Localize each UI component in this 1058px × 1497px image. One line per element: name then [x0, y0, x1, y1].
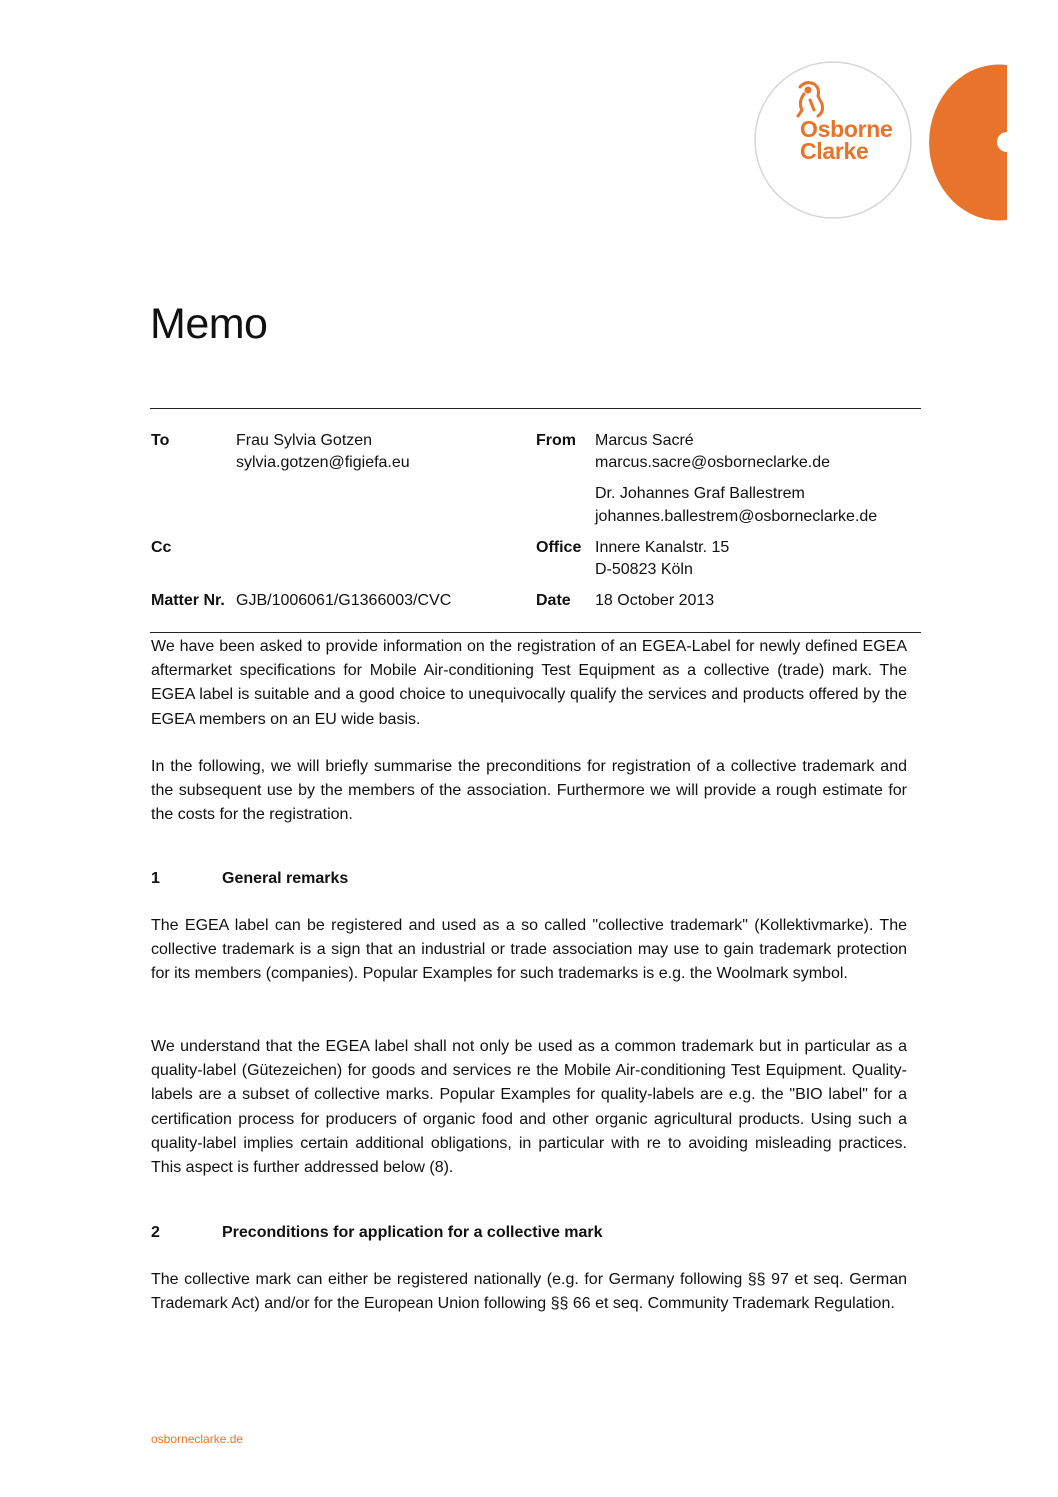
section-1-title: General remarks — [222, 870, 349, 887]
office-line-2: D-50823 Köln — [595, 561, 693, 578]
osborne-clarke-logo — [748, 60, 1058, 225]
section-2-number: 2 — [151, 1224, 160, 1241]
page-title: Memo — [150, 300, 268, 348]
to-name: Frau Sylvia Gotzen — [236, 432, 373, 449]
section-1-heading — [151, 870, 348, 888]
footer-website-link[interactable]: osborneclarke.de — [151, 1432, 244, 1446]
section-1-paragraph-2: We understand that the EGEA label shall not only be used as a common trademark but in particular as a quality-label (Gütezeichen) for goods and services re the Mobile Air-conditioning Test Equipment. Quality-labels are a subset of collective marks. Popular Examples for quality-labels are e.g. the "BIO label" for a certification process for producers of organic food and other organic agricultural products. Using such a quality-label implies certain additional obligations, in particular with re to avoiding misleading practices. This aspect is further addressed below (8). — [151, 1038, 907, 1177]
from-label: From — [536, 432, 576, 449]
date-label: Date — [536, 592, 571, 609]
office-line-1: Innere Kanalstr. 15 — [595, 539, 730, 556]
logo-line-1: Osborne — [800, 116, 893, 142]
intro-paragraph-2: In the following, we will briefly summarise the preconditions for registration of a collective trademark and the subsequent use by the members of the association. Furthermore we will provide a rough estimate for the costs for the registration. — [151, 758, 907, 824]
logo-line-2: Clarke — [800, 138, 869, 164]
section-2-paragraph-1: The collective mark can either be registered nationally (e.g. for Germany following §§ 97 et seq. German Trademark Act) and/or for the European Union following §§ 66 et seq. Community Trademark Regulation. — [151, 1271, 907, 1313]
from-2-email[interactable]: johannes.ballestrem@osborneclarke.de — [595, 508, 878, 525]
section-1-number: 1 — [151, 870, 160, 887]
from-1-name: Marcus Sacré — [595, 432, 694, 449]
header-bottom-divider — [150, 632, 921, 633]
intro-paragraph-1: We have been asked to provide information on the registration of an EGEA-Label for newly defined EGEA aftermarket specifications for Mobile Air-conditioning Test Equipment as a collective (trade) mark. The EGEA label is suitable and a good choice to unequivocally qualify the services and products offered by the EGEA members on an EU wide basis. — [151, 638, 907, 728]
section-2-title: Preconditions for application for a collective mark — [222, 1224, 603, 1241]
matter-value: GJB/1006061/G1366003/CVC — [236, 592, 452, 609]
matter-label: Matter Nr. — [151, 592, 225, 609]
date-value: 18 October 2013 — [595, 592, 715, 609]
office-label: Office — [536, 539, 582, 556]
section-2-heading — [151, 1224, 603, 1242]
section-1-paragraph-1: The EGEA label can be registered and used as a so called "collective trademark" (Kollektivmarke). The collective trademark is a sign that an industrial or trade association may use to gain trademark protection for its members (companies). Popular Examples for such trademarks is e.g. the Woolmark symbol. — [151, 917, 907, 983]
to-email[interactable]: sylvia.gotzen@figiefa.eu — [236, 454, 410, 471]
from-2-name: Dr. Johannes Graf Ballestrem — [595, 485, 805, 502]
header-top-divider — [150, 408, 921, 409]
from-1-email[interactable]: marcus.sacre@osborneclarke.de — [595, 454, 831, 471]
logo-wordmark — [800, 118, 892, 162]
cc-label: Cc — [151, 539, 172, 556]
to-label: To — [151, 432, 170, 449]
